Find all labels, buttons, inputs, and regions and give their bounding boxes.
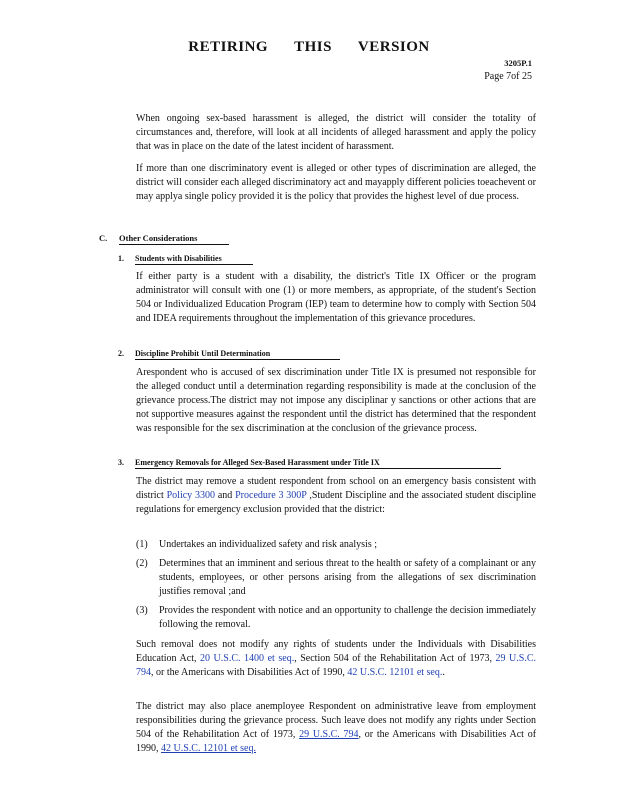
section-title: Other Considerations — [119, 233, 229, 245]
page-title: RETIRING THIS VERSION — [188, 39, 430, 55]
subsection-1-heading — [118, 254, 253, 265]
usc-29-794-link[interactable]: 29 U.S.C. 794 — [136, 653, 536, 678]
text-run: , or the Americans with Disabilities Act of 1990, — [151, 667, 348, 678]
list-text: Determines that an imminent and serious threat to the health or safety of a complainant or any students, employees, or other persons arising from the allegations of sex discrimination justifies removal ;and — [159, 558, 536, 597]
list-text: Provides the respondent with notice and an opportunity to challenge the decision immediately following the removal. — [159, 605, 536, 630]
list-text: Undertakes an individualized safety and risk analysis ; — [159, 539, 377, 550]
subsection-title: Discipline Prohibit Until Determination — [135, 349, 340, 360]
text-run: . — [442, 667, 445, 678]
section-label: C. — [99, 233, 108, 243]
list-number: (3) — [136, 605, 148, 616]
text-run: , Section 504 of the Rehabilitation Act of 1973, — [294, 653, 496, 664]
text-run: The district may also place anemployee Respondent on administrative leave from employment responsibilities during the grievance process. Such leave does not modify any rights under Section 504 of the Rehabilitation Act of 1973, — [136, 701, 536, 740]
policy-code: 3205P.1 — [504, 58, 532, 68]
subsection-title: Students with Disabilities — [135, 254, 253, 265]
list-item-2 — [136, 557, 536, 599]
text-run: The district may remove a student respondent from school on an emergency basis consistent with district — [136, 476, 536, 501]
subsection-title: Emergency Removals for Alleged Sex-Based Harassment under Title IX — [135, 458, 501, 469]
subsection-2-text: Arespondent who is accused of sex discrimination under Title IX is presumed not responsible for the alleged conduct until a determination regarding responsibility is made at the conclusion of the grievance process.The district may not impose any disciplinar y sanctions or other actions that are not supportive measures against the respondent until the district has determined that the respondent was responsible for the sex discrimination at the conclusion of the grievance process. — [136, 367, 536, 434]
procedure-3300p-link[interactable]: Procedure 3 300P — [235, 490, 307, 501]
subsection-number: 3. — [118, 458, 124, 467]
subsection-3-text — [136, 475, 536, 517]
text-run: ,Student Discipline and the associated student discipline regulations for emergency exclusion provided that the district: — [136, 490, 536, 515]
list-item-3 — [136, 604, 536, 632]
removal-rights-paragraph — [136, 638, 536, 680]
usc-42-12101-link[interactable]: 42 U.S.C. 12101 et seq. — [347, 667, 443, 678]
policy-3300-link[interactable]: Policy 3300 — [166, 490, 215, 501]
usc-42-12101-link[interactable]: 42 U.S.C. 12101 et seq. — [161, 743, 256, 754]
usc-20-1400-link[interactable]: 20 U.S.C. 1400 et seq. — [200, 653, 295, 664]
intro-paragraph-2: If more than one discriminatory event is alleged or other types of discrimination are alleged, the district will consider each alleged discriminatory act and mayapply different policies toeachevent or may applya single policy provided it is the policy that provides the highest level of due process. — [136, 163, 536, 202]
list-number: (1) — [136, 539, 148, 550]
section-c-heading — [99, 233, 229, 245]
subsection-2-heading — [118, 349, 340, 360]
subsection-number: 2. — [118, 349, 124, 358]
subsection-3-heading — [118, 458, 501, 469]
usc-29-794-link[interactable]: 29 U.S.C. 794 — [299, 729, 359, 740]
subsection-number: 1. — [118, 254, 124, 263]
intro-paragraph-1: When ongoing sex-based harassment is alleged, the district will consider the totality of circumstances and, therefore, will look at all incidents of alleged harassment and apply the policy that was in place on the date of the latest incident of harassment. — [136, 113, 536, 152]
subsection-1-text: If either party is a student with a disability, the district's Title IX Officer or the program administrator will consult with one (1) or more members, as appropriate, of the student's Section 504 or Individualized Education Program (IEP) team to determine how to comply with Section 504 and IDEA requirements throughout the implementation of this grievance procedures. — [136, 271, 536, 324]
text-run: and — [215, 490, 236, 501]
page-number: Page 7of 25 — [484, 71, 532, 82]
text-run: , or the Americans with Disabilities Act of 1990, — [136, 729, 537, 754]
employee-leave-paragraph — [136, 700, 536, 756]
list-number: (2) — [136, 558, 148, 569]
list-item-1 — [136, 538, 536, 552]
text-run: Such removal does not modify any rights of students under the Individuals with Disabilities Education Act, — [136, 639, 536, 664]
